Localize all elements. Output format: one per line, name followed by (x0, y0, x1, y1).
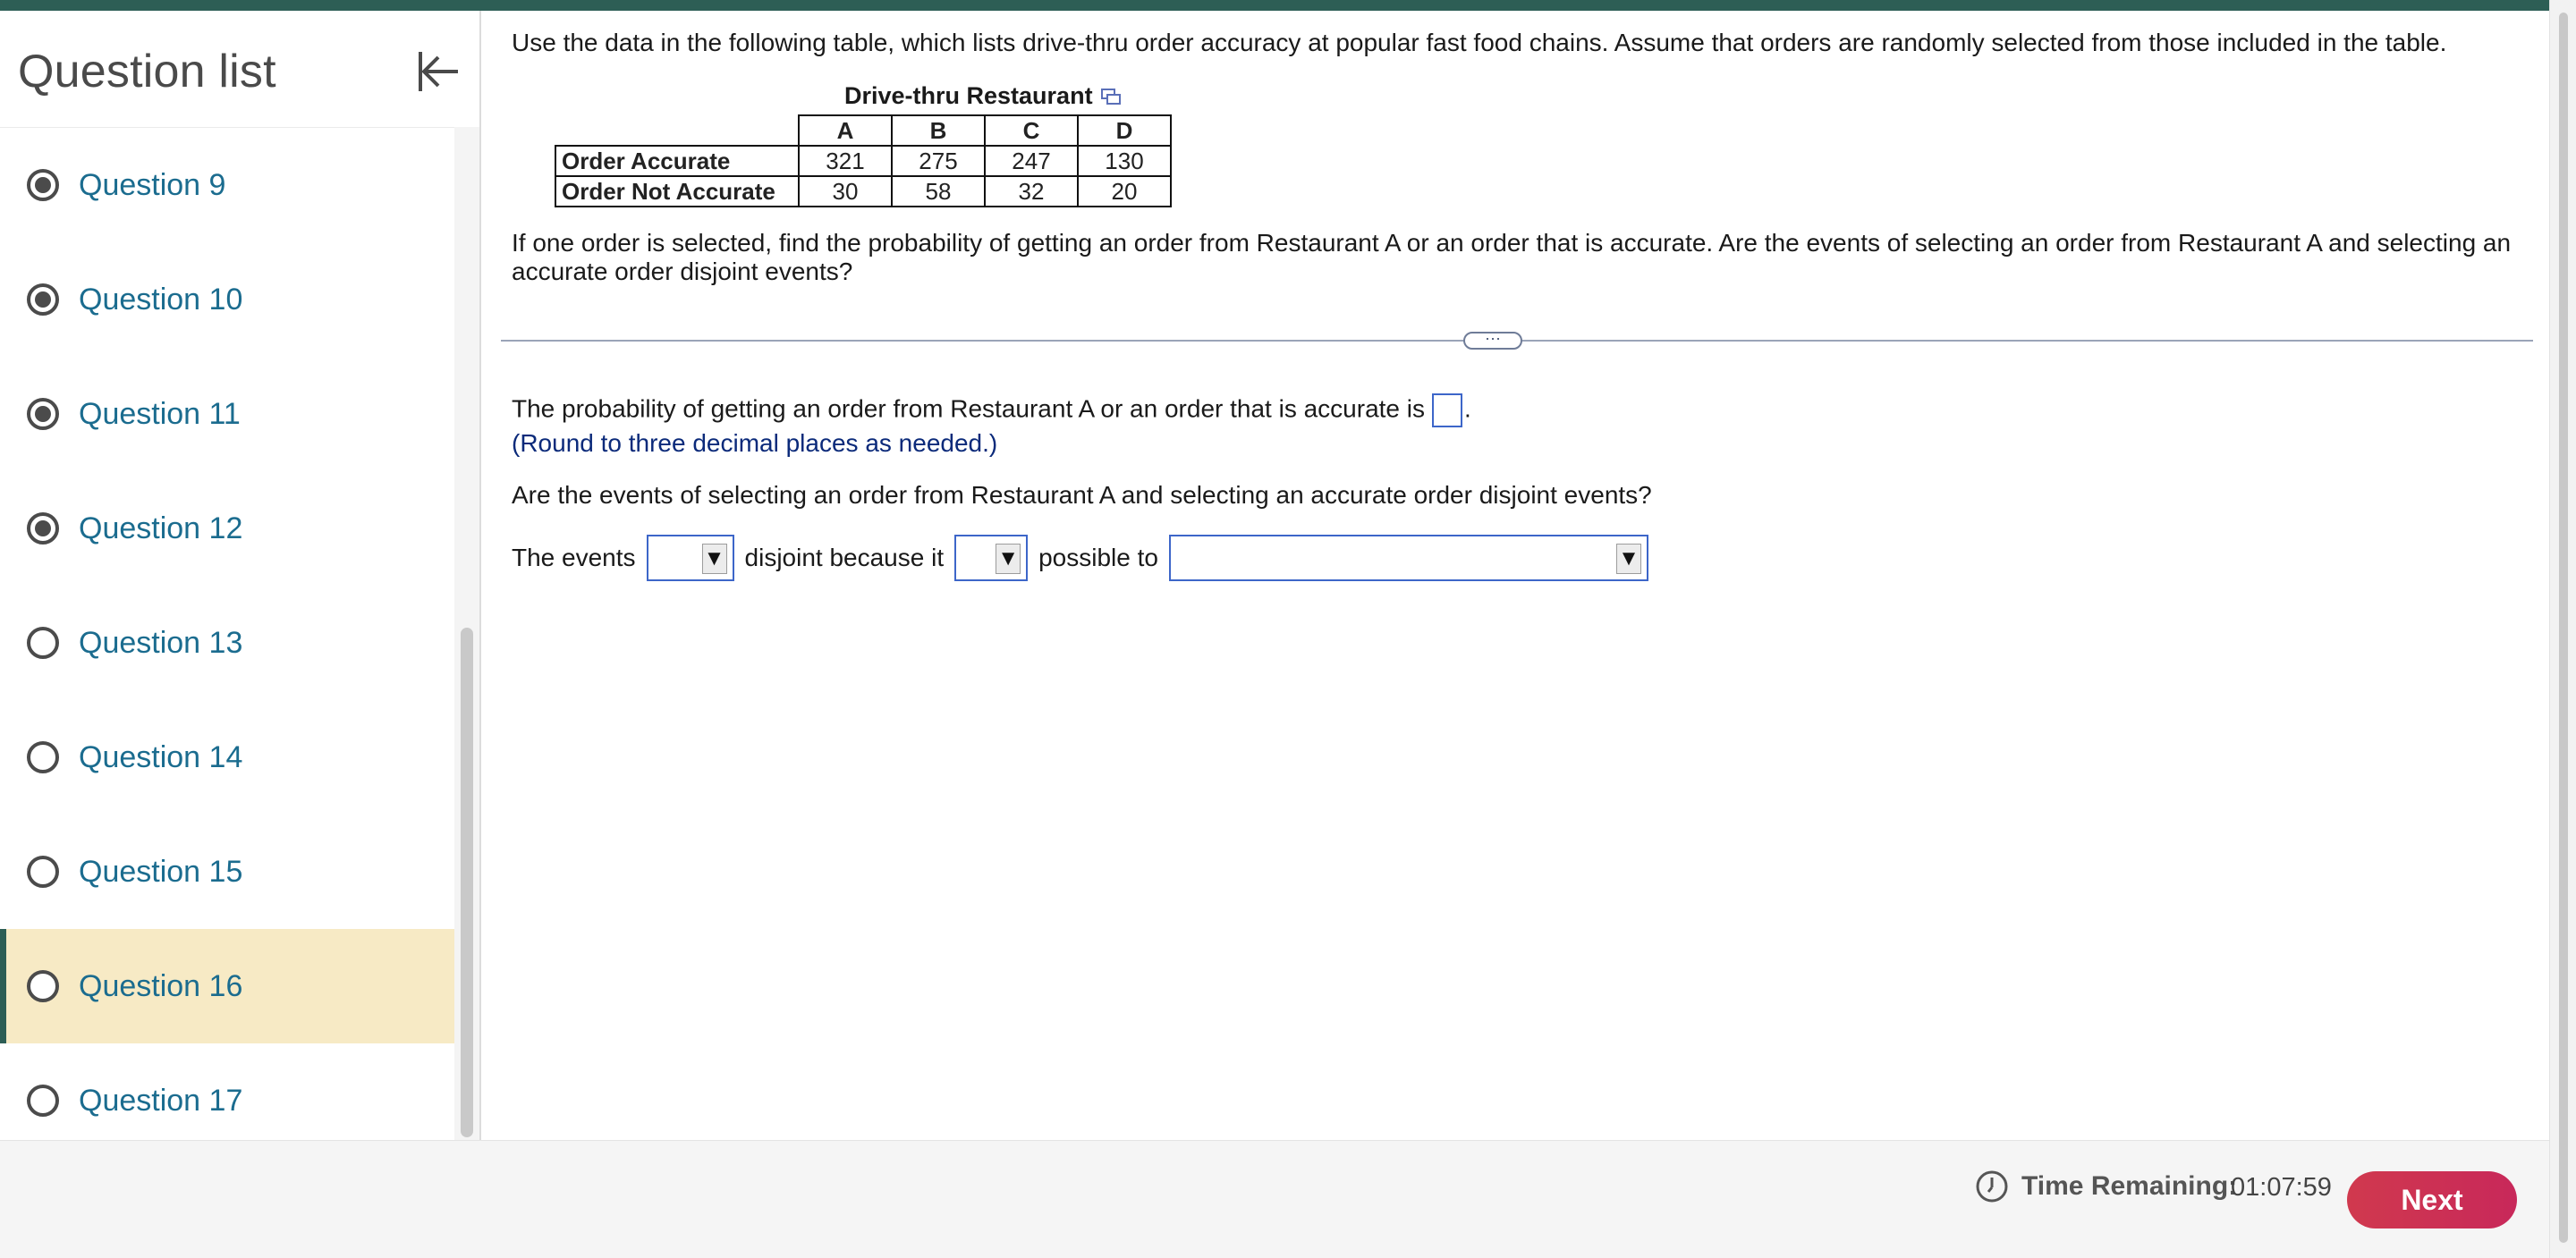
row-header: Order Not Accurate (555, 176, 799, 207)
question-label: Question 13 (79, 625, 243, 660)
copy-table-icon[interactable] (1100, 88, 1122, 106)
table-cell: 275 (892, 146, 985, 176)
top-accent-bar (0, 0, 2549, 11)
table-row (555, 176, 1171, 207)
question-item-13[interactable] (0, 586, 454, 700)
table-cell: 58 (892, 176, 985, 207)
disjoint-question: Are the events of selecting an order from Restaurant A and selecting an accurate order disjoint events? (512, 481, 1652, 509)
collapse-left-icon (411, 43, 469, 100)
question-item-17[interactable] (0, 1043, 454, 1140)
events-prefix: The events (512, 544, 636, 571)
question-label: Question 14 (79, 739, 243, 774)
table-cell: 321 (799, 146, 892, 176)
next-button[interactable]: Next (2347, 1171, 2517, 1228)
table-cell: 130 (1078, 146, 1171, 176)
table-caption: Drive-thru Restaurant (844, 82, 1093, 109)
answered-radio-icon (27, 169, 59, 201)
table-corner-cell (555, 115, 799, 146)
dropdown-arrow-icon: ▼ (1616, 544, 1641, 574)
is-isnot-dropdown[interactable] (954, 535, 1028, 581)
column-header: C (985, 115, 1078, 146)
unanswered-radio-icon (27, 741, 59, 773)
table-cell: 30 (799, 176, 892, 207)
page-scrollbar-thumb[interactable] (2559, 13, 2568, 1243)
sidebar-scrollbar[interactable] (454, 127, 479, 1140)
table-cell: 247 (985, 146, 1078, 176)
answered-radio-icon (27, 398, 59, 430)
question-item-16[interactable] (0, 929, 454, 1043)
question-label: Question 11 (79, 396, 241, 431)
table-cell: 32 (985, 176, 1078, 207)
question-item-14[interactable] (0, 700, 454, 815)
question-label: Question 15 (79, 854, 243, 889)
question-item-11[interactable] (0, 357, 454, 471)
probability-prompt: The probability of getting an order from Restaurant A or an order that is accurate is (512, 394, 1425, 423)
drive-thru-table (555, 114, 1172, 207)
row-header: Order Accurate (555, 146, 799, 176)
events-mid-text: disjoint because it (744, 544, 945, 571)
unanswered-radio-icon (27, 856, 59, 888)
sidebar-scrollbar-thumb[interactable] (461, 628, 473, 1137)
column-header: D (1078, 115, 1171, 146)
answered-radio-icon (27, 512, 59, 545)
unanswered-radio-icon (27, 627, 59, 659)
sidebar-title: Question list (18, 46, 276, 97)
are-arenot-dropdown[interactable] (647, 535, 734, 581)
question-label: Question 9 (79, 167, 226, 202)
unanswered-radio-icon (27, 1085, 59, 1117)
time-remaining-label: Time Remaining: (2021, 1171, 2238, 1201)
question-label: Question 17 (79, 1083, 243, 1118)
period: . (1464, 394, 1471, 423)
problem-question: If one order is selected, find the probability of getting an order from Restaurant A or an order that is accurate. Are the events of selecting an order from Restaurant A and selecting an accurate order disjoint events? (512, 229, 2512, 285)
dropdown-arrow-icon: ▼ (996, 544, 1021, 574)
footer-bar (0, 1140, 2549, 1258)
question-item-12[interactable] (0, 471, 454, 586)
question-content (483, 11, 2549, 1140)
rounding-note: (Round to three decimal places as needed.) (512, 429, 998, 457)
question-item-15[interactable] (0, 815, 454, 929)
probability-answer-input[interactable] (1432, 393, 1462, 427)
expand-collapse-button[interactable]: ··· (1463, 332, 1522, 350)
clock-icon (1975, 1169, 2009, 1203)
question-item-10[interactable] (0, 242, 454, 357)
column-header: B (892, 115, 985, 146)
table-cell: 20 (1078, 176, 1171, 207)
probability-answer-line (512, 393, 1471, 427)
column-header: A (799, 115, 892, 146)
table-row (555, 146, 1171, 176)
question-list-sidebar (0, 11, 481, 1140)
question-item-9[interactable] (0, 128, 454, 242)
unanswered-radio-icon (27, 970, 59, 1002)
problem-intro: Use the data in the following table, which lists drive-thru order accuracy at popular fast food chains. Assume that orders are randomly selected from those included in the table. (512, 29, 2447, 56)
collapse-sidebar-button[interactable] (411, 43, 469, 100)
question-list (0, 127, 454, 1140)
time-remaining-value: 01:07:59 (2231, 1173, 2332, 1202)
question-label: Question 16 (79, 968, 243, 1003)
events-answer-line (512, 535, 1648, 581)
table-header-row (555, 115, 1171, 146)
answered-radio-icon (27, 283, 59, 316)
sidebar-header (0, 11, 479, 127)
reason-dropdown[interactable] (1169, 535, 1648, 581)
events-mid-text-2: possible to (1038, 544, 1158, 571)
page-scrollbar[interactable] (2549, 0, 2576, 1258)
question-label: Question 10 (79, 282, 243, 317)
question-label: Question 12 (79, 511, 243, 545)
dropdown-arrow-icon: ▼ (702, 544, 727, 574)
